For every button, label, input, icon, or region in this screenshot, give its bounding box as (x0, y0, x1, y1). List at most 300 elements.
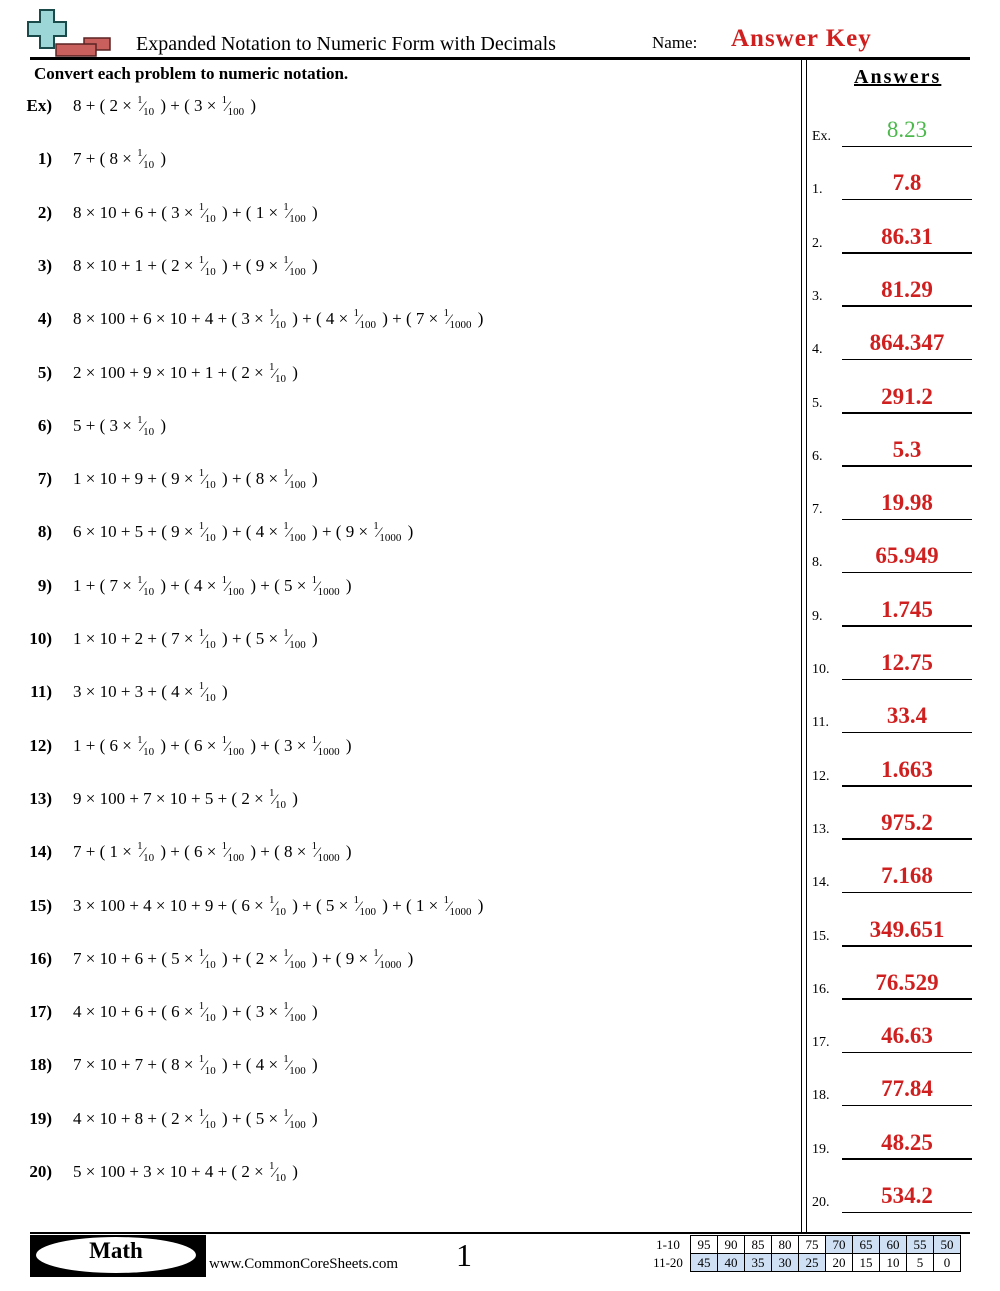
answer-value: 1.663 (881, 756, 933, 782)
fraction-slash: ⁄ (287, 525, 291, 542)
answer-row (812, 1013, 972, 1053)
answer-row (812, 640, 972, 680)
fraction-denominator: 10 (274, 372, 286, 385)
fraction (268, 360, 286, 385)
fraction (198, 467, 216, 492)
answer-line (842, 945, 972, 947)
expression-text: ) (287, 362, 298, 382)
fraction-denominator: 10 (204, 479, 216, 492)
answer-row (812, 533, 972, 573)
expression-text: ) (341, 735, 352, 755)
expression-text: ) (287, 1162, 298, 1181)
fraction (221, 94, 245, 118)
expression-text: ) + ( 9 × (307, 522, 373, 542)
answer-label: 2. (812, 235, 823, 251)
problem-number: 9) (37, 575, 52, 595)
answer-value: 46.63 (881, 1023, 933, 1049)
fraction-denominator: 1000 (317, 745, 340, 758)
answer-value: 975.2 (881, 809, 933, 835)
fraction-numerator: 1 (221, 733, 228, 746)
expression-text: ) + ( 4 × (217, 1055, 283, 1075)
fraction-denominator: 10 (143, 159, 155, 172)
fraction-numerator: 1 (373, 946, 379, 959)
worksheet-title: Expanded Notation to Numeric Form with Decimals (136, 33, 556, 55)
fraction (443, 893, 472, 918)
fraction-slash: ⁄ (203, 1005, 206, 1022)
score-cell: 75 (799, 1236, 826, 1254)
fraction (198, 1053, 216, 1078)
answer-line (842, 679, 972, 681)
answer-line (842, 519, 972, 521)
expression-text: ) (403, 522, 414, 542)
fraction (268, 786, 286, 811)
answer-line (842, 1052, 972, 1054)
fraction-denominator: 10 (143, 106, 155, 118)
fraction-numerator: 1 (198, 467, 205, 480)
problem-expression (73, 786, 298, 811)
problem-row (20, 1162, 790, 1190)
expression-text: ) + ( 1 × (377, 895, 443, 915)
fraction (137, 413, 155, 438)
expression-text: ) + ( 9 × (217, 255, 283, 275)
problem-expression (73, 629, 318, 649)
fraction (137, 94, 155, 118)
fraction (311, 573, 340, 598)
answer-row (812, 960, 972, 1000)
score-cell: 55 (907, 1236, 934, 1254)
score-cell: 95 (691, 1236, 718, 1254)
answer-line (842, 1105, 972, 1107)
score-cell: 80 (772, 1236, 799, 1254)
fraction-slash: ⁄ (273, 791, 276, 808)
problem-row (20, 1055, 790, 1083)
score-cell: 10 (880, 1254, 907, 1272)
answer-value: 7.168 (881, 863, 933, 889)
fraction (283, 1000, 306, 1025)
fraction-numerator: 1 (137, 94, 143, 106)
problem-expression (73, 360, 298, 385)
expression-text: 1 + ( 7 × (73, 575, 137, 595)
score-cell: 90 (718, 1236, 745, 1254)
expression-text: ) (217, 682, 228, 702)
fraction-numerator: 1 (221, 94, 228, 106)
problem-row (20, 149, 790, 177)
fraction-numerator: 1 (221, 573, 228, 586)
problem-row (20, 200, 790, 231)
answer-label: 18. (812, 1088, 830, 1104)
answer-line (842, 305, 972, 307)
fraction-numerator: 1 (137, 147, 143, 160)
fraction-denominator: 100 (289, 1118, 306, 1131)
fraction-numerator: 1 (353, 307, 359, 320)
fraction-slash: ⁄ (287, 258, 291, 275)
answer-value: 1.745 (881, 596, 933, 622)
answer-row (812, 320, 972, 360)
answer-value: 77.84 (881, 1076, 933, 1102)
fraction-denominator: 10 (204, 1065, 216, 1078)
expression-text: ) + ( 2 × (217, 948, 283, 968)
answer-row (812, 907, 972, 947)
fraction (221, 573, 245, 598)
fraction-numerator: 1 (268, 307, 275, 320)
problem-number: 13) (29, 788, 52, 808)
expression-text: 4 × 10 + 8 + ( 2 × (73, 1108, 198, 1128)
problem-number: 5) (37, 362, 52, 382)
expression-text: ) + ( 5 × (246, 575, 311, 595)
answer-row (812, 107, 972, 147)
answer-line (842, 572, 972, 574)
fraction-slash: ⁄ (287, 1005, 291, 1022)
fraction-numerator: 1 (353, 893, 359, 906)
expression-text: ) (307, 629, 318, 648)
answer-line (842, 1158, 972, 1160)
fraction-denominator: 10 (204, 212, 216, 225)
problem-number: Ex) (26, 96, 52, 115)
answer-value: 86.31 (881, 223, 933, 249)
problem-expression (73, 1162, 298, 1182)
expression-text: ) + ( 3 × (156, 96, 221, 115)
fraction-slash: ⁄ (273, 365, 276, 382)
problem-number: 1) (37, 149, 52, 169)
problem-row (20, 786, 790, 817)
answer-row (812, 267, 972, 307)
fraction (283, 627, 306, 651)
fraction-slash: ⁄ (203, 258, 206, 275)
answer-row (812, 853, 972, 893)
problem-number: 10) (29, 629, 52, 648)
fraction-numerator: 1 (268, 786, 275, 799)
fraction-denominator: 100 (289, 639, 306, 651)
fraction-numerator: 1 (311, 573, 318, 586)
fraction-slash: ⁄ (203, 685, 206, 702)
fraction (283, 946, 306, 971)
expression-text: 1 × 10 + 9 + ( 9 × (73, 469, 198, 489)
score-cell: 45 (691, 1254, 718, 1272)
fraction-slash: ⁄ (141, 578, 145, 595)
fraction-numerator: 1 (137, 413, 143, 426)
problem-expression (73, 1106, 318, 1131)
expression-text: ) (156, 149, 167, 169)
expression-text: 7 + ( 8 × (73, 149, 137, 169)
expression-text: 1 × 10 + 2 + ( 7 × (73, 629, 198, 648)
score-range-label: 1-10 (656, 1236, 680, 1252)
problem-number: 8) (37, 522, 52, 542)
answer-line (842, 465, 972, 467)
fraction-slash: ⁄ (203, 951, 206, 968)
problem-row (20, 253, 790, 284)
problem-row (20, 1106, 790, 1137)
problem-expression (73, 893, 484, 918)
expression-text: 8 × 10 + 1 + ( 2 × (73, 255, 198, 275)
problem-number: 6) (37, 415, 52, 435)
expression-text: ) (246, 96, 257, 115)
answer-line (842, 252, 972, 254)
score-cell: 5 (907, 1254, 934, 1272)
answer-label: 11. (812, 715, 829, 731)
fraction (221, 840, 245, 865)
answer-value: 7.8 (892, 170, 922, 196)
problem-expression (73, 1053, 318, 1078)
problem-number: 20) (29, 1162, 52, 1181)
answer-value: 12.75 (881, 650, 933, 675)
score-cell: 40 (718, 1254, 745, 1272)
problem-row (20, 893, 790, 924)
answer-value: 65.949 (875, 543, 939, 569)
fraction-denominator: 10 (143, 745, 155, 758)
answer-label: 4. (812, 342, 823, 358)
problem-number: 2) (37, 202, 52, 222)
fraction-slash: ⁄ (287, 1058, 291, 1075)
answer-line (842, 412, 972, 414)
score-cell: 65 (853, 1236, 880, 1254)
expression-text: ) + ( 9 × (307, 948, 373, 968)
fraction-slash: ⁄ (287, 1111, 291, 1128)
fraction-slash: ⁄ (203, 472, 206, 489)
answer-row (812, 374, 972, 414)
answer-value: 48.25 (881, 1129, 933, 1155)
answer-label: 7. (812, 502, 823, 518)
fraction-denominator: 1000 (317, 852, 340, 865)
fraction-denominator: 10 (204, 1012, 216, 1025)
problem-number: 3) (37, 255, 52, 275)
footer-rule (30, 1232, 970, 1234)
fraction-denominator: 100 (359, 319, 376, 332)
fraction (283, 1106, 306, 1131)
fraction-slash: ⁄ (203, 1058, 206, 1075)
page-number: 1 (456, 1237, 472, 1273)
expression-text: ) (341, 842, 352, 862)
fraction (198, 253, 216, 278)
fraction-numerator: 1 (283, 467, 289, 480)
fraction-denominator: 100 (289, 265, 306, 278)
expression-text: 5 + ( 3 × (73, 415, 137, 435)
answer-row (812, 693, 972, 733)
expression-text: ) (307, 469, 318, 489)
fraction-numerator: 1 (283, 253, 289, 266)
fraction-denominator: 10 (204, 265, 216, 278)
fraction (198, 1000, 216, 1025)
answer-value: 81.29 (881, 276, 933, 302)
answer-line (842, 892, 972, 894)
problem-row (20, 733, 790, 764)
fraction (283, 200, 306, 225)
fraction-denominator: 1000 (379, 532, 402, 545)
fraction-slash: ⁄ (273, 312, 276, 329)
problem-row (20, 842, 790, 870)
answer-label: 19. (812, 1141, 830, 1157)
expression-text: ) + ( 4 × (217, 522, 283, 542)
expression-text: ) + ( 8 × (246, 842, 311, 862)
fraction-slash: ⁄ (203, 205, 206, 222)
fraction (137, 733, 155, 758)
answer-row (812, 1066, 972, 1106)
expression-text: ) (307, 1108, 318, 1128)
score-row (646, 1236, 961, 1254)
fraction-numerator: 1 (283, 200, 289, 213)
problem-expression (73, 96, 256, 116)
fraction-slash: ⁄ (273, 1165, 276, 1181)
fraction-numerator: 1 (283, 1106, 289, 1119)
problem-row (20, 946, 790, 977)
answer-label: 8. (812, 555, 823, 571)
fraction-denominator: 1000 (449, 905, 472, 918)
fraction (353, 307, 376, 332)
fraction-denominator: 100 (359, 905, 376, 918)
expression-text: ) + ( 1 × (217, 202, 283, 222)
fraction-denominator: 10 (143, 585, 155, 598)
fraction-numerator: 1 (311, 733, 318, 746)
fraction-slash: ⁄ (287, 472, 291, 489)
fraction-slash: ⁄ (141, 152, 145, 169)
problem-expression (73, 147, 167, 172)
fraction-numerator: 1 (221, 840, 228, 853)
problem-expression (73, 467, 318, 492)
fraction-slash: ⁄ (226, 738, 229, 755)
expression-text: ) + ( 7 × (377, 309, 443, 329)
fraction-slash: ⁄ (316, 738, 319, 755)
fraction-numerator: 1 (268, 1160, 275, 1172)
fraction (353, 893, 376, 918)
score-cell: 25 (799, 1254, 826, 1272)
fraction-slash: ⁄ (203, 632, 206, 648)
score-cell: 35 (745, 1254, 772, 1272)
expression-text: ) (156, 415, 167, 435)
problem-row (20, 522, 790, 550)
expression-text: 1 + ( 6 × (73, 735, 137, 755)
fraction-numerator: 1 (283, 1053, 289, 1066)
fraction (311, 840, 340, 865)
answer-label: Ex. (812, 129, 832, 144)
problem-expression (73, 413, 167, 438)
fraction-numerator: 1 (198, 680, 205, 693)
fraction (283, 1053, 306, 1078)
answer-label: 17. (812, 1035, 830, 1051)
expression-text: ) (307, 1002, 318, 1022)
answer-row (812, 587, 972, 627)
fraction (221, 733, 245, 758)
fraction-denominator: 1000 (449, 319, 472, 332)
fraction-numerator: 1 (283, 520, 289, 533)
problem-row (20, 1002, 790, 1030)
expression-text: 8 + ( 2 × (73, 96, 137, 115)
expression-text: ) + ( 6 × (156, 735, 221, 755)
fraction-numerator: 1 (283, 627, 289, 639)
score-cell: 15 (853, 1254, 880, 1272)
fraction (311, 733, 340, 758)
problem-expression (73, 520, 414, 545)
answer-value: 8.23 (886, 117, 928, 142)
answer-line (842, 785, 972, 787)
expression-text: 7 × 10 + 7 + ( 8 × (73, 1055, 198, 1075)
expression-text: ) (307, 255, 318, 275)
fraction-slash: ⁄ (226, 578, 229, 595)
fraction-numerator: 1 (198, 253, 205, 266)
expression-text: ) (307, 202, 318, 222)
answer-line (842, 199, 972, 201)
problem-number: 4) (37, 309, 52, 329)
expression-text: 3 × 10 + 3 + ( 4 × (73, 682, 198, 702)
answer-value: 5.3 (892, 436, 922, 462)
fraction-denominator: 100 (289, 1012, 306, 1025)
answer-value: 19.98 (881, 490, 933, 516)
fraction-denominator: 10 (274, 798, 286, 811)
fraction (268, 307, 286, 332)
fraction-denominator: 10 (143, 852, 155, 865)
fraction-denominator: 100 (289, 212, 306, 225)
fraction-slash: ⁄ (377, 951, 381, 968)
fraction-slash: ⁄ (141, 418, 145, 435)
fraction-slash: ⁄ (141, 99, 145, 115)
fraction (373, 520, 402, 545)
fraction-numerator: 1 (137, 733, 143, 746)
fraction-denominator: 100 (289, 532, 306, 545)
problem-number: 14) (29, 842, 52, 862)
problem-row (20, 309, 790, 337)
fraction-slash: ⁄ (447, 898, 451, 915)
expression-text: ) + ( 3 × (217, 1002, 283, 1022)
site-url: www.CommonCoreSheets.com (209, 1256, 399, 1272)
fraction-slash: ⁄ (316, 845, 319, 862)
fraction-denominator: 100 (289, 958, 306, 971)
answer-key-label: Answer Key (731, 25, 872, 52)
fraction-numerator: 1 (198, 946, 205, 959)
fraction (268, 1160, 286, 1184)
answer-row (812, 800, 972, 840)
fraction (283, 467, 306, 492)
fraction (137, 573, 155, 598)
answer-label: 10. (812, 662, 830, 677)
score-cell: 70 (826, 1236, 853, 1254)
expression-text: 9 × 100 + 7 × 10 + 5 + ( 2 × (73, 788, 268, 808)
problem-row (20, 469, 790, 497)
answer-value: 864.347 (869, 330, 945, 356)
expression-text: ) (403, 948, 414, 968)
fraction-denominator: 1000 (317, 585, 340, 598)
expression-text: ) (287, 788, 298, 808)
fraction-numerator: 1 (198, 1106, 205, 1119)
problem-number: 18) (29, 1055, 52, 1075)
expression-text: ) + ( 3 × (246, 735, 311, 755)
problem-row (20, 629, 790, 657)
score-range-label: 11-20 (653, 1254, 683, 1270)
fraction-numerator: 1 (283, 1000, 289, 1013)
fraction-numerator: 1 (198, 1000, 205, 1013)
fraction-denominator: 10 (204, 532, 216, 545)
column-divider (801, 60, 802, 1232)
fraction-denominator: 10 (204, 1118, 216, 1131)
fraction (283, 520, 306, 545)
fraction-denominator: 10 (274, 1172, 286, 1184)
fraction (198, 946, 216, 971)
problem-number: 11) (30, 682, 52, 702)
answer-row (812, 1120, 972, 1160)
expression-text: ) (307, 1055, 318, 1075)
fraction-denominator: 100 (227, 852, 245, 865)
answer-row (812, 480, 972, 520)
answer-label: 16. (812, 981, 830, 997)
fraction-numerator: 1 (198, 1053, 205, 1066)
problem-expression (73, 733, 352, 758)
answer-row (812, 747, 972, 787)
fraction-numerator: 1 (137, 573, 143, 586)
answer-row (812, 1173, 972, 1213)
expression-text: 7 + ( 1 × (73, 842, 137, 862)
fraction-denominator: 100 (227, 585, 245, 598)
fraction-denominator: 10 (274, 905, 286, 918)
expression-text: ) (473, 309, 484, 329)
fraction (198, 200, 216, 225)
fraction-slash: ⁄ (141, 845, 145, 862)
